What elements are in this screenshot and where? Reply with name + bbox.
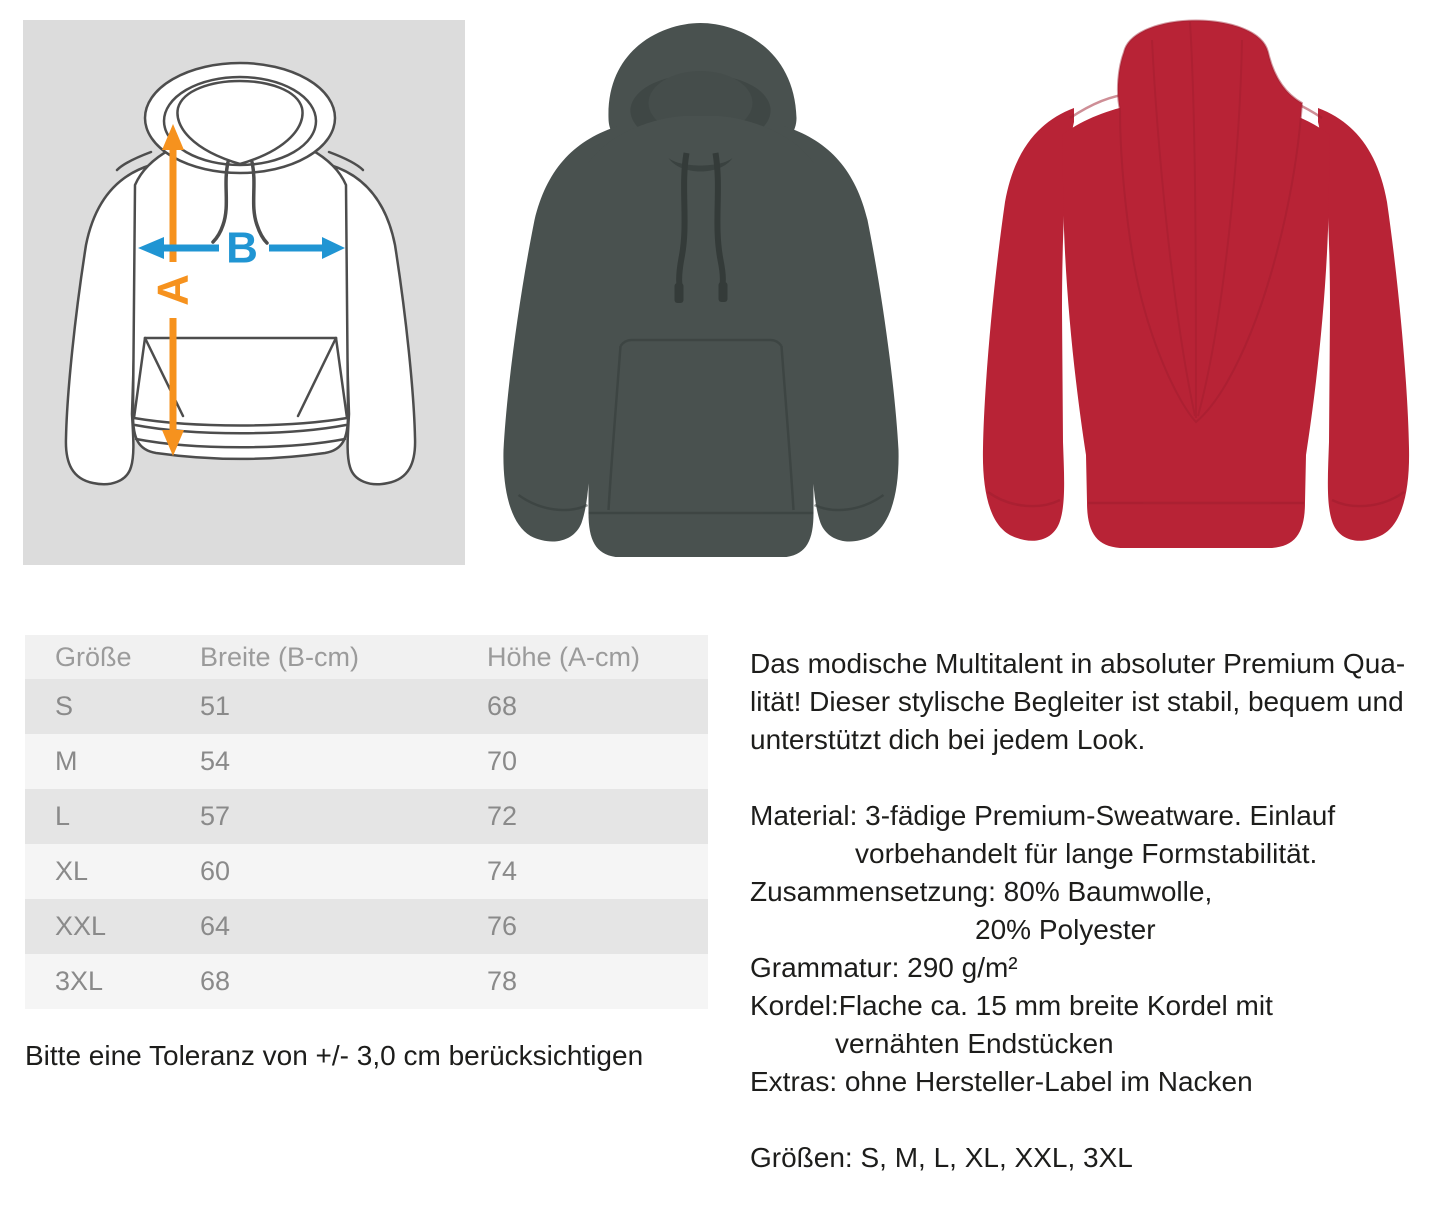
cell-breite: 60	[200, 856, 231, 886]
hoodie-line-art	[23, 20, 465, 565]
table-row-xl	[25, 844, 708, 899]
description-line-kordel: Kordel:Flache ca. 15 mm breite Kordel mit	[750, 990, 1273, 1021]
cell-size: 3XL	[55, 966, 104, 996]
cell-hoehe: 78	[487, 966, 518, 996]
cell-breite: 54	[200, 746, 231, 776]
product-description	[750, 645, 1445, 1177]
table-row-m	[25, 734, 708, 789]
size-table	[25, 635, 708, 1009]
cell-size: S	[55, 691, 74, 721]
col-header-groesse: Größe	[55, 642, 132, 672]
cell-size: M	[55, 746, 78, 776]
cell-hoehe: 68	[487, 691, 518, 721]
cell-hoehe: 74	[487, 856, 518, 886]
cell-size: XL	[55, 856, 89, 886]
cell-size: L	[55, 801, 71, 831]
description-line: unterstützt dich bei jedem Look.	[750, 724, 1146, 755]
front-hoodie-graphic	[462, 8, 940, 573]
back-hoodie-graphic	[952, 0, 1440, 570]
cell-size: XXL	[55, 911, 107, 941]
description-line-extras: Extras: ohne Hersteller-Label im Nacken	[750, 1066, 1253, 1097]
description-line: 20% Polyester	[975, 914, 1156, 945]
table-row-xxl	[25, 899, 708, 954]
measure-label-b: B	[226, 223, 258, 273]
col-header-hoehe: Höhe (A-cm)	[487, 642, 641, 672]
table-row-s	[25, 679, 708, 734]
description-line-grammatur: Grammatur: 290 g/m²	[750, 952, 1018, 983]
description-line-zusammensetzung: Zusammensetzung: 80% Baumwolle,	[750, 876, 1213, 907]
cell-breite: 51	[200, 691, 231, 721]
description-line-material: Material: 3-fädige Premium-Sweatware. Einlauf	[750, 800, 1336, 831]
cell-hoehe: 72	[487, 801, 518, 831]
description-line-groessen: Größen: S, M, L, XL, XXL, 3XL	[750, 1142, 1133, 1173]
product-photo-back	[952, 0, 1440, 570]
size-table-header-row	[25, 635, 708, 679]
tolerance-note: Bitte eine Toleranz von +/- 3,0 cm berücksichtigen	[25, 1040, 644, 1071]
table-row-3xl	[25, 954, 708, 1009]
lineart-hood	[117, 63, 363, 173]
cell-hoehe: 76	[487, 911, 518, 941]
measure-label-a: A	[148, 274, 198, 306]
description-line: Das modische Multitalent in absoluter Premium Qua-	[750, 648, 1406, 679]
cell-breite: 68	[200, 966, 231, 996]
table-row-l	[25, 789, 708, 844]
description-line: vorbehandelt für lange Formstabilität.	[855, 838, 1318, 869]
size-diagram-panel	[23, 20, 465, 565]
cell-breite: 57	[200, 801, 231, 831]
cell-breite: 64	[200, 911, 231, 941]
cell-hoehe: 70	[487, 746, 518, 776]
col-header-breite: Breite (B-cm)	[200, 642, 360, 672]
product-photo-front	[462, 8, 940, 573]
description-line: vernähten Endstücken	[835, 1028, 1114, 1059]
description-line: lität! Dieser stylische Begleiter ist stabil, bequem und	[750, 686, 1404, 717]
